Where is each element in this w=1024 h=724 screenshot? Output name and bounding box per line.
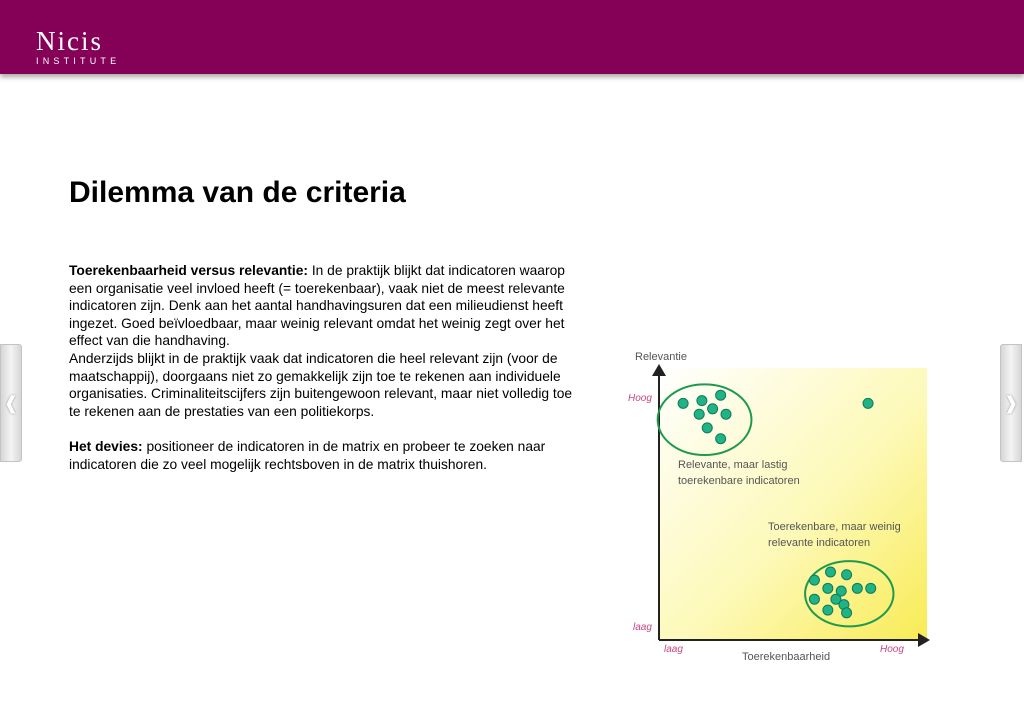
y-axis-title: Relevantie xyxy=(635,351,687,363)
page-title: Dilemma van de criteria xyxy=(69,176,406,209)
next-slide-button[interactable] xyxy=(1000,344,1022,462)
logo-subtitle: INSTITUTE xyxy=(36,56,121,66)
x-low-label: laag xyxy=(664,644,683,655)
x-high-label: Hoog xyxy=(880,644,904,655)
paragraph-advice xyxy=(69,438,579,473)
annotation-accountable-line1: Toerekenbare, maar weinig xyxy=(768,521,901,533)
chevron-right-icon: ❱ xyxy=(1003,392,1019,413)
data-point-3 xyxy=(716,390,726,400)
data-point-15 xyxy=(852,583,862,593)
data-point-20 xyxy=(823,605,833,615)
advice-text: positioneer de indicatoren in de matrix en probeer te zoeken naar indicatoren die zo veel mogelijk rechtsboven in de matrix thuishoren. xyxy=(69,438,546,472)
data-point-16 xyxy=(866,583,876,593)
data-point-6 xyxy=(721,409,731,419)
paragraph-relevance xyxy=(69,262,579,350)
advice-lead: Het devies: xyxy=(69,438,143,454)
nicis-logo[interactable] xyxy=(36,28,120,66)
data-point-7 xyxy=(702,423,712,433)
paragraph-gap xyxy=(69,420,579,438)
x-axis-title: Toerekenbaarheid xyxy=(742,651,831,663)
y-low-label: laag xyxy=(633,622,652,633)
data-point-9 xyxy=(863,398,873,408)
data-point-17 xyxy=(809,594,819,604)
data-point-21 xyxy=(842,608,852,618)
data-point-10 xyxy=(809,575,819,585)
data-point-13 xyxy=(823,583,833,593)
annotation-relevant-line1: Relevante, maar lastig xyxy=(678,459,788,471)
data-point-1 xyxy=(678,398,688,408)
data-point-5 xyxy=(708,404,718,414)
data-point-11 xyxy=(826,567,836,577)
body-text xyxy=(69,262,579,473)
chevron-left-icon: ❰ xyxy=(3,392,19,413)
relevance-accountability-matrix xyxy=(620,340,940,670)
data-point-2 xyxy=(697,396,707,406)
annotation-accountable-line2: relevante indicatoren xyxy=(768,537,871,549)
data-point-8 xyxy=(716,434,726,444)
paragraph-text: In de praktijk blijkt dat indicatoren waarop een organisatie veel invloed heeft (= toerekenbaar), vaak niet de meest relevante indicatoren zijn. Denk aan het aantal handhavingsuren dat een milieudienst heeft ingezet. Goed beïvloedbaar, maar weinig relevant omdat het weinig zegt over het effect van die handhaving. xyxy=(69,263,565,349)
paragraph-lead: Toerekenbaarheid versus relevantie: xyxy=(69,263,308,278)
previous-slide-button[interactable] xyxy=(0,344,22,462)
y-high-label: Hoog xyxy=(628,393,652,404)
logo-mark: Nicis xyxy=(36,26,103,56)
data-point-12 xyxy=(842,570,852,580)
data-point-4 xyxy=(694,409,704,419)
paragraph-otherwise: Anderzijds blijkt in de praktijk vaak dat indicatoren die heel relevant zijn (voor de maatschappij), doorgaans niet zo gemakkelijk zijn toe te rekenen aan individuele organisaties. Criminaliteitscijfers zijn buitengewoon relevant, maar niet volledig toe te rekenen aan de prestaties van een politiekorps. xyxy=(69,350,573,419)
header-bar xyxy=(0,0,1024,74)
annotation-relevant-line2: toerekenbare indicatoren xyxy=(678,475,800,487)
